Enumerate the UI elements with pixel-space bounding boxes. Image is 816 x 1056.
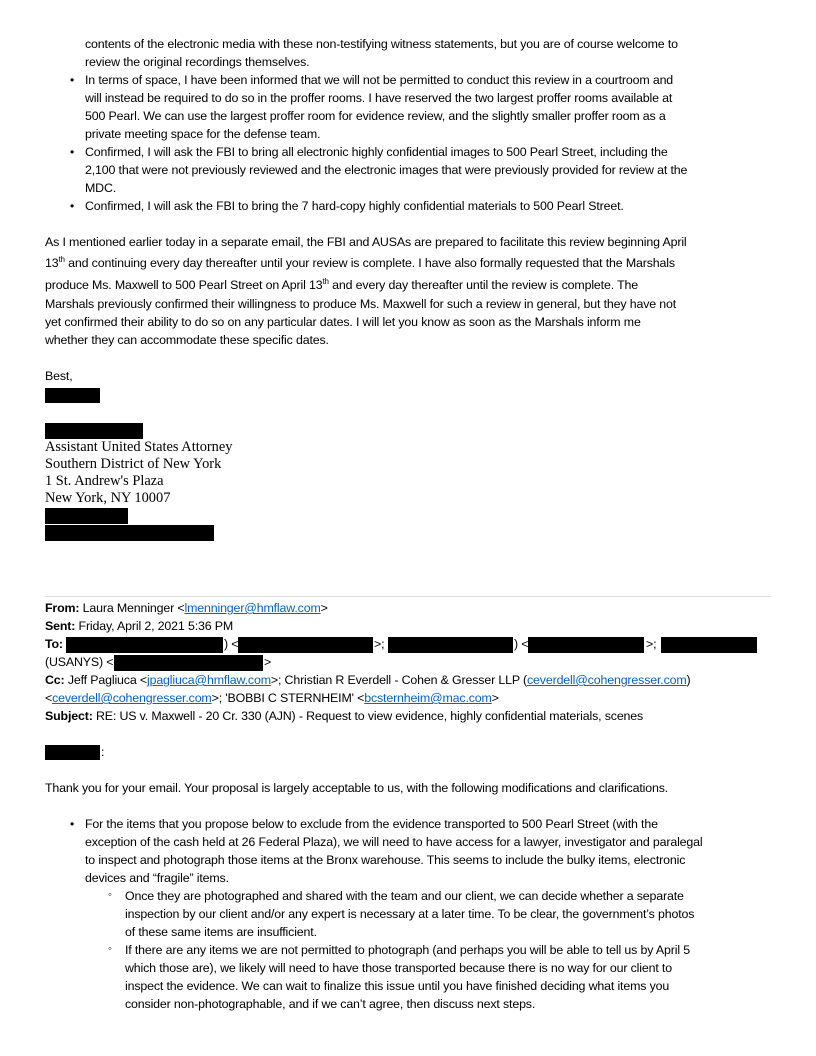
subject-label: Subject: — [45, 709, 93, 723]
subject-row — [45, 709, 643, 723]
bullet-line: For the items that you propose below to exclude from the evidence transported to 500 Pearl Street (with the — [85, 817, 658, 831]
bullet-icon: • — [70, 817, 75, 831]
text: >; — [646, 637, 657, 651]
text: produce Ms. Maxwell to 500 Pearl Street on April 13 — [45, 278, 323, 292]
to-label: To: — [45, 637, 63, 651]
bullet-line: In terms of space, I have been informed that we will not be permitted to conduct this review in a courtroom and — [85, 73, 674, 87]
bullet-line: to inspect and photograph those items at the Bronx warehouse. This seems to include the bulky items, electronic — [85, 853, 686, 867]
text: and continuing every day thereafter until your review is complete. I have also formally requested that the Marshals — [64, 256, 675, 270]
sub-bullet-line: of these same items are insufficient. — [125, 925, 317, 939]
bullet-line: Confirmed, I will ask the FBI to bring the 7 hard-copy highly confidential materials to 500 Pearl Street. — [85, 199, 624, 213]
bullet-continuation-line: review the original recordings themselves. — [85, 55, 310, 69]
sub-bullet-line: inspect the evidence. We can wait to finalize this issue until you have finished deciding what items you — [125, 979, 670, 993]
to-row-continued: (USANYS) < — [45, 655, 114, 669]
paragraph-line: whether they can accommodate these specific dates. — [45, 333, 329, 347]
text: Jeff Pagliuca < — [67, 673, 147, 687]
bullet-continuation-line: contents of the electronic media with these non-testifying witness statements, but you are of course welcome to — [85, 37, 678, 51]
redaction-box — [388, 637, 513, 653]
sub-bullet-icon: ◦ — [108, 943, 112, 955]
redaction-box — [528, 637, 644, 653]
intro-line: Thank you for your email. Your proposal is largely acceptable to us, with the following modifications and clarifications. — [45, 781, 669, 795]
salutation-colon: : — [101, 745, 105, 759]
superscript: th — [322, 276, 329, 286]
bullet-line: exception of the cash held at 26 Federal Plaza), we will need to have access for a lawyer, investigator and paralegal — [85, 835, 703, 849]
cc-label: Cc: — [45, 673, 65, 687]
closing: Best, — [45, 369, 73, 383]
from-email-link[interactable]: lmenninger@hmflaw.com — [184, 601, 321, 615]
redaction-box — [45, 388, 100, 403]
signature-office: Southern District of New York — [45, 456, 222, 472]
paragraph-line: As I mentioned earlier today in a separate email, the FBI and AUSAs are prepared to facilitate this review beginning April — [45, 235, 687, 249]
text: >; Christian R Everdell - Cohen & Gresser LLP ( — [270, 673, 528, 687]
redaction-box — [661, 637, 757, 653]
sub-bullet-line: inspection by our client and/or any expert is necessary at a later time. To be clear, the government’s photos — [125, 907, 695, 921]
paragraph-line: yet confirmed their ability to do so on any particular dates. I will let you know as soon as the Marshals inform me — [45, 315, 641, 329]
signature-address1: 1 St. Andrew's Plaza — [45, 473, 164, 489]
cc-email-link[interactable]: bcsternheim@mac.com — [364, 691, 492, 705]
bullet-line: MDC. — [85, 181, 117, 195]
text: > — [264, 655, 272, 669]
signature-title: Assistant United States Attorney — [45, 439, 233, 455]
paragraph-line: Marshals previously confirmed their willingness to produce Ms. Maxwell for such a review in general, but they have not — [45, 297, 677, 311]
cc-email-link[interactable]: ceverdell@cohengresser.com — [52, 691, 212, 705]
text: >; 'BOBBI C STERNHEIM' < — [211, 691, 365, 705]
cc-row-continued — [45, 691, 499, 705]
sent-label: Sent: — [45, 619, 76, 633]
text: 13 — [45, 256, 59, 270]
sub-bullet-line: If there are any items we are not permitted to photograph (and perhaps you will be able to tell us by April 5 — [125, 943, 690, 957]
redaction-box — [114, 655, 263, 671]
text: < — [45, 691, 53, 705]
redaction-box — [45, 423, 143, 439]
signature-address2: New York, NY 10007 — [45, 490, 171, 506]
bullet-line: private meeting space for the defense team. — [85, 127, 321, 141]
sub-bullet-line: consider non-photographable, and if we can’t agree, then discuss next steps. — [125, 997, 536, 1011]
cc-email-link[interactable]: ceverdell@cohengresser.com — [527, 673, 687, 687]
text: > — [320, 601, 328, 615]
to-row — [45, 637, 63, 651]
text: > — [491, 691, 499, 705]
redaction-box — [66, 637, 223, 653]
text: >; — [374, 637, 385, 651]
bullet-line: 500 Pearl. We can use the largest proffer room for evidence review, and the slightly smaller proffer room as a — [85, 109, 666, 123]
redaction-box — [45, 508, 128, 524]
sent-value: Friday, April 2, 2021 5:36 PM — [78, 619, 234, 633]
bullet-line: devices and “fragile” items. — [85, 871, 229, 885]
bullet-line: 2,100 that were not previously reviewed and the electronic images that were previously provided for review at the — [85, 163, 688, 177]
bullet-icon: • — [70, 73, 75, 87]
bullet-line: will instead be required to do so in the proffer rooms. I have reserved the two largest proffer rooms available at — [85, 91, 673, 105]
bullet-icon: • — [70, 199, 75, 213]
from-name: Laura Menninger < — [82, 601, 185, 615]
cc-email-link[interactable]: jpagliuca@hmflaw.com — [146, 673, 271, 687]
sub-bullet-icon: ◦ — [108, 889, 112, 901]
from-row — [45, 601, 328, 615]
redaction-box — [45, 525, 214, 541]
text: ) — [686, 673, 691, 687]
text: and every day thereafter until the review is complete. The — [328, 278, 638, 292]
redaction-box — [238, 637, 373, 653]
text: ) < — [514, 637, 529, 651]
sub-bullet-line: Once they are photographed and shared with the team and our client, we can decide whether a separate — [125, 889, 684, 903]
from-label: From: — [45, 601, 80, 615]
paragraph-line — [45, 278, 638, 292]
bullet-line: Confirmed, I will ask the FBI to bring all electronic highly confidential images to 500 Pearl Street, including the — [85, 145, 668, 159]
text: ) < — [224, 637, 239, 651]
superscript: th — [58, 254, 65, 264]
message-separator — [45, 596, 771, 597]
sent-row — [45, 619, 233, 633]
bullet-icon: • — [70, 145, 75, 159]
cc-row — [45, 673, 691, 687]
subject-value: RE: US v. Maxwell - 20 Cr. 330 (AJN) - Request to view evidence, highly confidential materials, scenes — [95, 709, 644, 723]
redaction-box — [45, 745, 100, 760]
sub-bullet-line: which those are), we likely will need to have those transported because there is no way for our client to — [125, 961, 672, 975]
paragraph-line — [45, 256, 675, 270]
